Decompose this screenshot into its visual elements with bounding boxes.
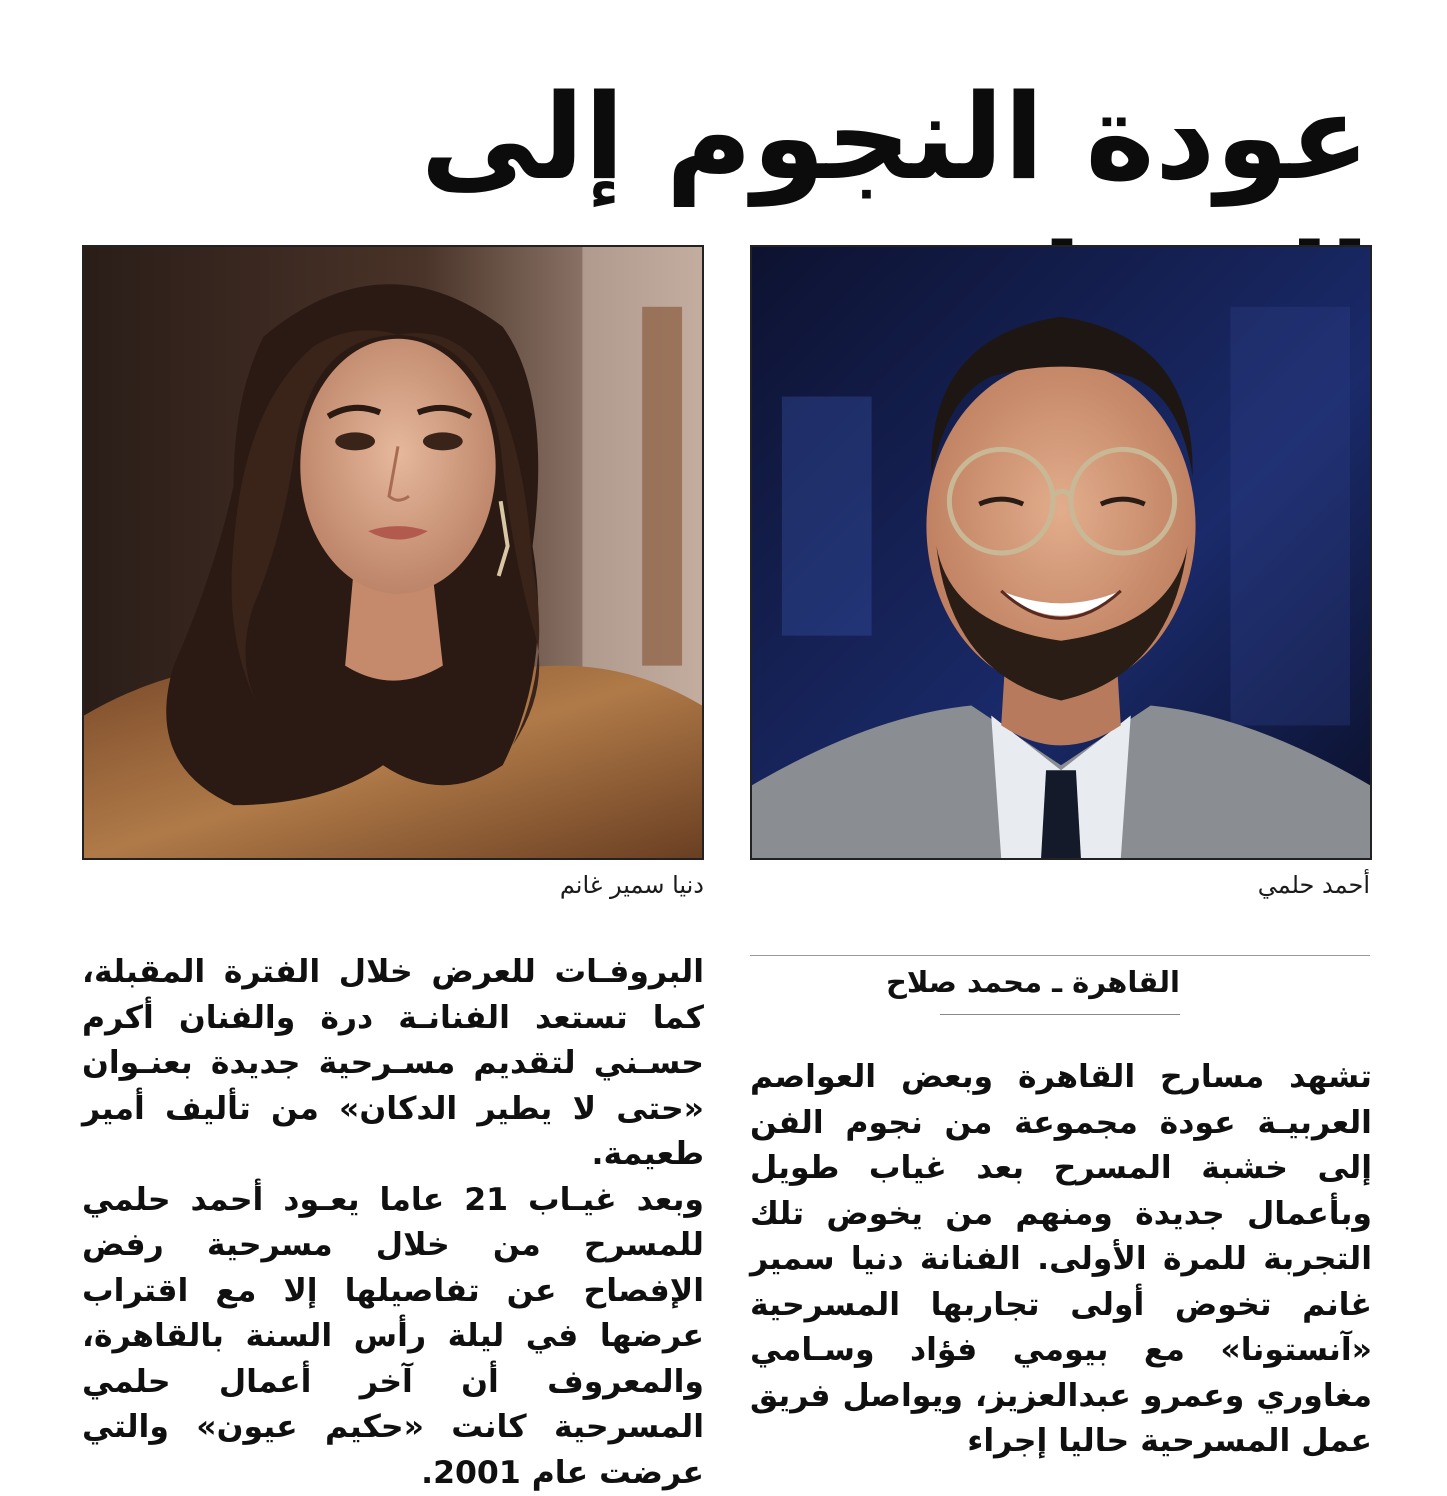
portrait-man-illustration [752, 247, 1370, 858]
article-paragraph: تشهد مسارح القاهرة وبعض العواصم العربيـة عودة مجموعة من نجوم الفن إلى خشبة المسرح بعد غياب طويل وبأعمال جديدة ومنهم من يخوض تلك التجربة للمرة الأولى. الفنانة دنيا سمير غانم تخوض أولى تجاربها المسرحية «آنستونا» مع بيومي فؤاد وسـامي مغاوري وعمرو عبدالعزيز، ويواصل فريق عمل المسرحية حاليا إجراء [750, 1055, 1372, 1465]
article-paragraph: البروفـات للعرض خلال الفترة المقبلة، كما تستعد الفنانـة درة والفنان أكرم حسـني لتقديم مسـرحية جديدة بعنـوان «حتى لا يطير الدكان» من تأليف أمير طعيمة. [82, 950, 704, 1178]
byline: القاهرة ـ محمد صلاح [750, 958, 1180, 1006]
photo-caption-right: أحمد حلمي [750, 868, 1370, 902]
section-divider [750, 955, 1370, 956]
article-paragraph: وبعد غيـاب 21 عاما يعـود أحمد حلمي للمسرح من خلال مسرحية رفض الإفصاح عن تفاصيلها إلا مع اقتراب عرضها في ليلة رأس السنة بالقاهرة، والمعروف أن آخر أعمال حلمي المسرحية كانت «حكيم عيون» والتي عرضت عام 2001. [82, 1178, 704, 1496]
article-column-right [750, 1055, 1372, 1465]
portrait-photo-woman [82, 245, 704, 860]
byline-underline [940, 1014, 1180, 1015]
headline: عودة النجوم إلى [150, 62, 1370, 362]
photo-caption-left: دنيا سمير غانم [82, 868, 704, 902]
portrait-woman-illustration [84, 247, 702, 858]
article-column-left [82, 950, 704, 1496]
portrait-photo-man [750, 245, 1372, 860]
